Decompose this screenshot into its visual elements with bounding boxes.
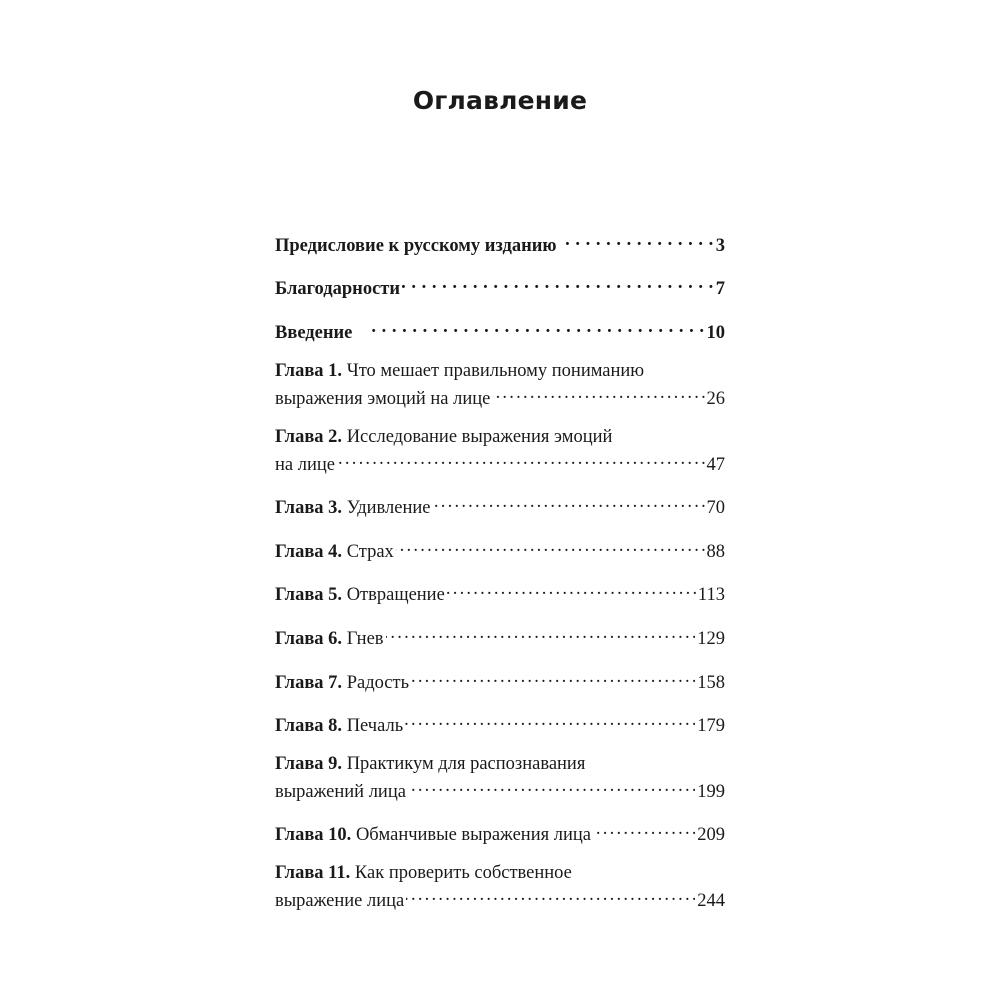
- toc-entry-chapter-7[interactable]: [275, 666, 725, 693]
- dot-leader: [447, 578, 696, 600]
- toc-page-number: 10: [706, 323, 725, 343]
- toc-entry-chapter-2[interactable]: [275, 426, 725, 475]
- toc-entry-label: Что мешает правильному пониманию: [346, 361, 645, 381]
- toc-entry-label: Обманчивые выражения лица: [355, 825, 591, 845]
- chapter-prefix: Глава 6.: [275, 629, 343, 649]
- dot-leader: [432, 491, 704, 513]
- chapter-prefix: Глава 11.: [275, 863, 351, 883]
- toc-entry-label: Исследование выражения эмоций: [346, 427, 613, 447]
- toc-entry-chapter-8[interactable]: [275, 709, 725, 736]
- toc-entry-preface[interactable]: [275, 229, 725, 256]
- chapter-prefix: Глава 10.: [275, 825, 352, 845]
- toc-entry-label-cont: выражений лица: [275, 782, 406, 802]
- dot-leader: [492, 382, 704, 404]
- chapter-prefix: Глава 2.: [275, 427, 343, 447]
- toc-entry-chapter-10[interactable]: [275, 818, 725, 845]
- toc-entry-label: Введение: [275, 323, 353, 343]
- toc-entry-label: Предисловие к русскому изданию: [275, 236, 557, 256]
- chapter-prefix: Глава 9.: [275, 754, 343, 774]
- toc-entry-label: Печаль: [346, 716, 404, 736]
- toc-entry-chapter-3[interactable]: [275, 491, 725, 518]
- dot-leader: [366, 316, 704, 338]
- toc-entry-label: Страх: [346, 542, 394, 562]
- toc-entry-chapter-11[interactable]: [275, 862, 725, 911]
- toc-entry-acknowledgements[interactable]: [275, 272, 725, 299]
- toc-entry-label: Как проверить собственное: [354, 863, 572, 883]
- dot-leader: [396, 535, 705, 557]
- page-title: Оглавление: [412, 86, 588, 115]
- toc-page-number: 244: [697, 891, 725, 911]
- toc-page-number: 88: [706, 542, 725, 562]
- toc-entry-chapter-4[interactable]: [275, 535, 725, 562]
- dot-leader: [406, 884, 695, 906]
- toc-page-number: 199: [697, 782, 725, 802]
- dot-leader: [411, 666, 695, 688]
- chapter-prefix: Глава 5.: [275, 585, 343, 605]
- chapter-prefix: Глава 1.: [275, 361, 343, 381]
- dot-leader: [386, 622, 696, 644]
- toc-page-number: 47: [706, 455, 725, 475]
- toc-entry-label: Практикум для распознавания: [346, 754, 586, 774]
- toc-entry-label-cont: на лице: [275, 455, 335, 475]
- toc-page-number: 129: [697, 629, 725, 649]
- toc-entry-introduction[interactable]: [275, 316, 725, 343]
- toc-entry-chapter-1[interactable]: [275, 360, 725, 409]
- toc-entry-chapter-9[interactable]: [275, 753, 725, 802]
- toc-entry-label: Радость: [346, 673, 410, 693]
- toc-entry-chapter-5[interactable]: [275, 578, 725, 605]
- toc-page-number: 26: [706, 389, 725, 409]
- toc-entry-label: Гнев: [346, 629, 384, 649]
- toc-entry-label-cont: выражения эмоций на лице: [275, 389, 491, 409]
- toc-page-number: 7: [715, 279, 725, 299]
- toc-entry-label: Благодарности: [275, 279, 401, 299]
- chapter-prefix: Глава 3.: [275, 498, 343, 518]
- dot-leader: [405, 709, 695, 731]
- toc-entry-chapter-6[interactable]: [275, 622, 725, 649]
- dot-leader: [408, 775, 695, 797]
- toc-entry-label: Отвращение: [346, 585, 445, 605]
- toc-entry-label: Удивление: [346, 498, 431, 518]
- chapter-prefix: Глава 8.: [275, 716, 343, 736]
- toc-page-number: 209: [697, 825, 725, 845]
- dot-leader: [402, 272, 714, 294]
- toc-entry-label-cont: выражение лица: [275, 891, 405, 911]
- chapter-prefix: Глава 4.: [275, 542, 343, 562]
- dot-leader: [593, 818, 695, 840]
- toc-page-number: 70: [706, 498, 725, 518]
- toc-page-number: 179: [697, 716, 725, 736]
- dot-leader: [559, 229, 714, 251]
- toc-page-number: 113: [697, 585, 725, 605]
- toc-page-number: 3: [715, 236, 725, 256]
- dot-leader: [337, 448, 705, 470]
- toc-page-number: 158: [697, 673, 725, 693]
- chapter-prefix: Глава 7.: [275, 673, 343, 693]
